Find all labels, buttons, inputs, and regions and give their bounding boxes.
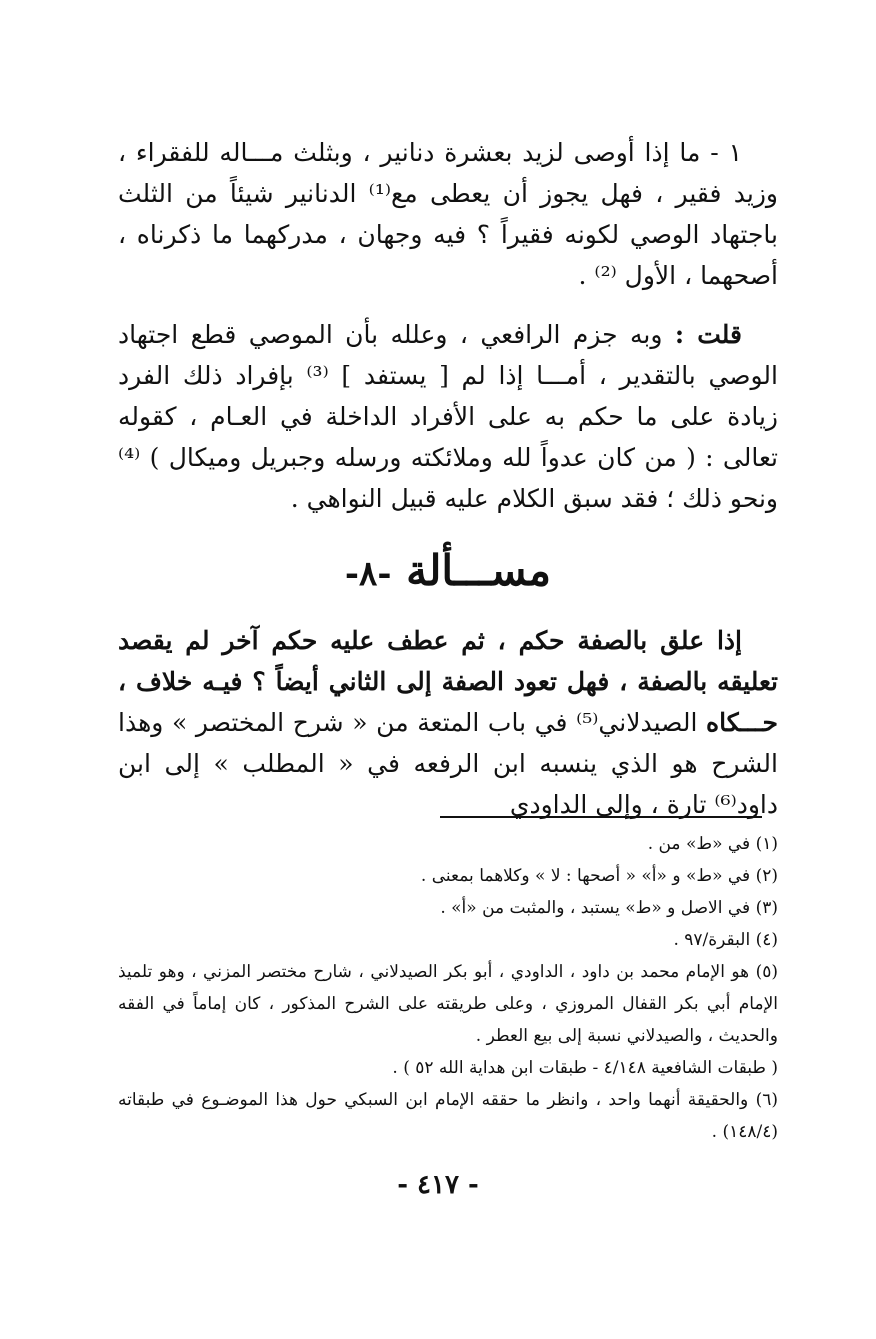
paragraph-1: ١ - ما إذا أوصى لزيد بعشرة دنانير ، وبثلث مـــاله للفقراء ، وزيد فقير ، فهل يجوز أن يعطى مع⁽¹⁾ الدنانير شيئاً من الثلث باجتهاد الوصي لكونه فقيراً ؟ فيه وجهان ، مدركهما ما ذكرناه ، أصحهما ، الأول ⁽²⁾ . — [118, 138, 778, 290]
paragraph-3-lead: إذا علق بالصفة حكم ، ثم عطف عليه حكم آخر لم يقصد تعليقه بالصفة ، فهل تعود الصفة إلى الثاني أيضاً ؟ فيـه خلاف ، حـــكاه — [118, 626, 778, 737]
paragraph-2 — [118, 314, 778, 519]
footnotes — [118, 828, 778, 1148]
footnote-divider — [440, 816, 762, 818]
paragraph-2-lead: قلت : — [674, 320, 742, 349]
section-heading — [118, 543, 778, 602]
footnote-4: (٤) البقرة/٩٧ . — [673, 930, 778, 950]
main-text — [118, 132, 778, 825]
footnote-1: (١) في «ط» من . — [647, 834, 778, 854]
footnote-2: (٢) في «ط» و «أ» « أصحها : لا » وكلاهما بمعنى . — [420, 866, 778, 886]
heading-word: مســـألة — [406, 546, 552, 595]
paragraph-3 — [118, 620, 778, 825]
paragraph-3-text: الصيدلاني⁽⁵⁾ في باب المتعة من « شرح المختصر » وهذا الشرح هو الذي ينسبه ابن الرفعه في « المطلب » إلى ابن داود⁽⁶⁾ تارة ، وإلى الداودي — [118, 708, 778, 819]
footnote-6: (٦) والحقيقة أنهما واحد ، وانظر ما حققه الإمام ابن السبكي حول هذا الموضـوع في طبقاته (١٤٨/٤) . — [118, 1090, 778, 1142]
page-number: - ٤١٧ - — [397, 1170, 479, 1200]
heading-number: -٨- — [344, 554, 392, 594]
paragraph-2-text: وبه جزم الرافعي ، وعلله بأن الموصي قطع اجتهاد الوصي بالتقدير ، أمـــا إذا لم [ يستفد ] ⁽³⁾ بإفراد ذلك الفرد زيادة على ما حكم به على الأفراد الداخلة في العـام ، كقوله تعالى : ( من كان عدواً لله وملائكته ورسله وجبريل وميكال ) ⁽⁴⁾ ونحو ذلك ؛ فقد سبق الكلام عليه قبيل النواهي . — [118, 320, 778, 513]
footnote-5-source: ( طبقات الشافعية ٤/١٤٨ - طبقات ابن هداية الله ٥٢ ) . — [392, 1058, 778, 1078]
footnote-3: (٣) في الاصل و «ط» يستبد ، والمثبت من «أ» . — [440, 898, 778, 918]
footnote-5: (٥) هو الإمام محمد بن داود ، الداودي ، أبو بكر الصيدلاني ، شارح مختصر المزني ، وهو تلميذ الإمام أبي بكر القفال المروزي ، وعلى طريقته على الشرح المذكور ، كان إماماً في الفقه والحديث ، والصيدلاني نسبة إلى بيع العطر . — [118, 962, 778, 1046]
